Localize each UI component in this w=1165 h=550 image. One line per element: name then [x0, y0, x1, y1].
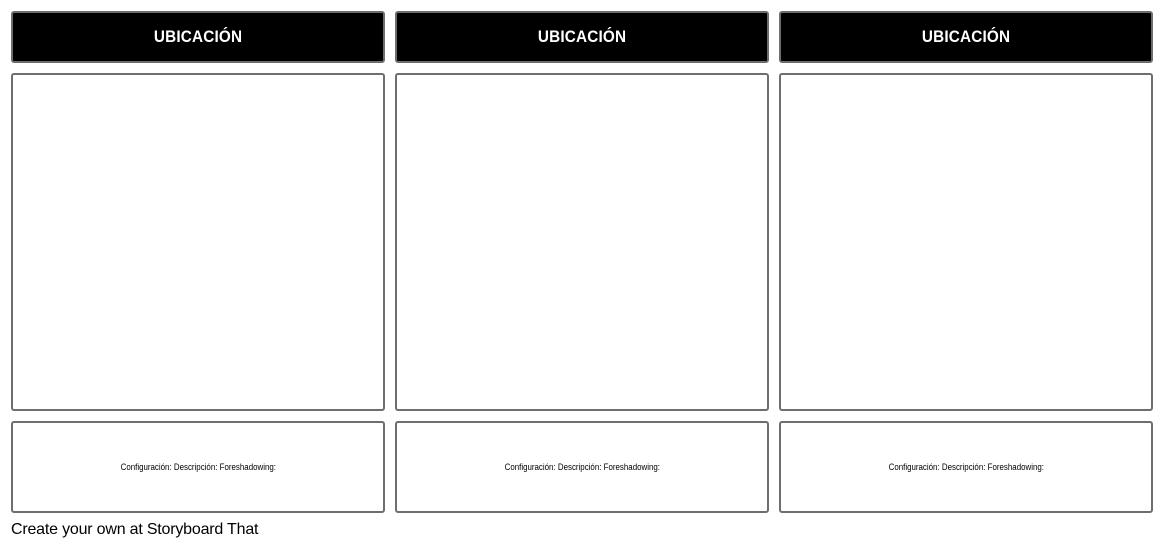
footer-credit[interactable]: Create your own at Storyboard That — [11, 521, 259, 538]
scene-cell-3[interactable] — [779, 73, 1153, 411]
storyboard-column-1 — [11, 11, 385, 472]
panel-header-1[interactable] — [11, 11, 385, 63]
description-text-1: Configuración: Descripción: Foreshadowing: — [120, 462, 276, 472]
description-box-2[interactable] — [395, 421, 769, 513]
panel-header-3[interactable] — [779, 11, 1153, 63]
description-text-2: Configuración: Descripción: Foreshadowing: — [504, 462, 660, 472]
scene-cell-1[interactable] — [11, 73, 385, 411]
panel-header-text-3: UBICACIÓN — [921, 27, 1011, 46]
panel-header-text-1: UBICACIÓN — [153, 27, 243, 46]
description-box-3[interactable] — [779, 421, 1153, 513]
scene-cell-2[interactable] — [395, 73, 769, 411]
description-box-1[interactable] — [11, 421, 385, 513]
description-text-3: Configuración: Descripción: Foreshadowing: — [888, 462, 1044, 472]
storyboard-column-2 — [395, 11, 769, 472]
storyboard-column-3 — [779, 11, 1153, 472]
panel-header-2[interactable] — [395, 11, 769, 63]
panel-header-text-2: UBICACIÓN — [537, 27, 627, 46]
